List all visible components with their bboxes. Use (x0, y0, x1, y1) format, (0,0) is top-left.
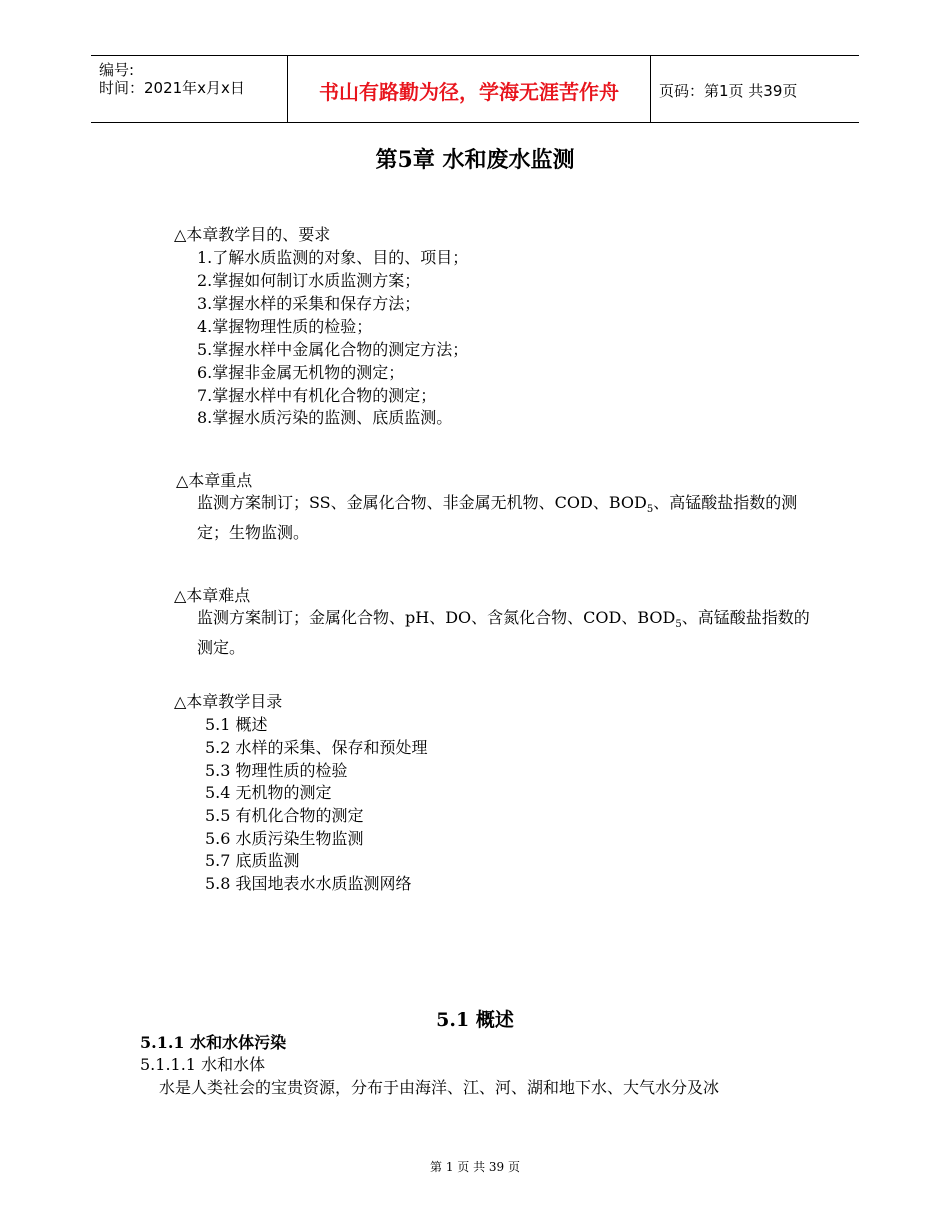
header-motto-cell (287, 56, 651, 122)
subscript: 5 (675, 619, 682, 631)
difficulties-text: 监测方案制订；金属化合物、pH、DO、含氮化合物、COD、$BOD_5$、高锰酸盐指数的测定。 (197, 608, 810, 658)
subsection-title: 5.1.1 水和水体污染 (140, 1033, 287, 1052)
document-code-label: 编号: (99, 61, 135, 79)
header-page-cell (650, 56, 859, 122)
toc-item: 5.7 底质监测 (205, 851, 300, 870)
toc-item: 5.1 概述 (205, 715, 268, 734)
objectives-heading: △本章教学目的、要求 (174, 225, 331, 244)
section-title: 5.1 概述 (436, 1009, 514, 1031)
document-header (91, 55, 859, 123)
objective-item: 1.了解水质监测的对象、目的、项目； (197, 248, 469, 267)
toc-item: 5.5 有机化合物的测定 (205, 806, 364, 825)
toc-item: 5.2 水样的采集、保存和预处理 (205, 738, 428, 757)
objective-item: 8.掌握水质污染的监测、底质监测。 (197, 408, 453, 427)
objective-item: 4.掌握物理性质的检验； (197, 317, 373, 336)
key-points-heading: △本章重点 (176, 471, 253, 490)
objective-item: 2.掌握如何制订水质监测方案； (197, 271, 421, 290)
page-footer: 第 1 页 共 39 页 (430, 1160, 520, 1174)
objective-item: 3.掌握水样的采集和保存方法； (197, 294, 421, 313)
header-page-info: 页码：第1页 共39页 (659, 82, 798, 100)
toc-heading: △本章教学目录 (174, 692, 283, 711)
header-meta-cell (91, 56, 287, 122)
chapter-title: 第5章 水和废水监测 (375, 147, 575, 173)
subscript: 5 (646, 504, 654, 516)
toc-item: 5.8 我国地表水水质监测网络 (205, 874, 412, 893)
toc-item: 5.6 水质污染生物监测 (205, 829, 364, 848)
objective-item: 5.掌握水样中金属化合物的测定方法； (197, 340, 469, 359)
key-points-text: 监测方案制订；SS、金属化合物、非金属无机物、COD、$BOD_5$、高锰酸盐指数的测定；生物监测。 (197, 493, 798, 543)
document-time-label: 时间：2021年x月x日 (99, 79, 245, 97)
body-paragraph: 水是人类社会的宝贵资源，分布于由海洋、江、河、湖和地下水、大气水分及冰 (159, 1078, 720, 1097)
toc-item: 5.3 物理性质的检验 (205, 761, 348, 780)
header-motto: 书山有路勤为径，学海无涯苦作舟 (319, 80, 619, 104)
toc-item: 5.4 无机物的测定 (205, 783, 332, 802)
subsubsection-title: 5.1.1.1 水和水体 (140, 1055, 266, 1074)
objective-item: 6.掌握非金属无机物的测定； (197, 363, 405, 382)
objective-item: 7.掌握水样中有机化合物的测定； (197, 386, 437, 405)
difficulties-heading: △本章难点 (174, 586, 251, 605)
